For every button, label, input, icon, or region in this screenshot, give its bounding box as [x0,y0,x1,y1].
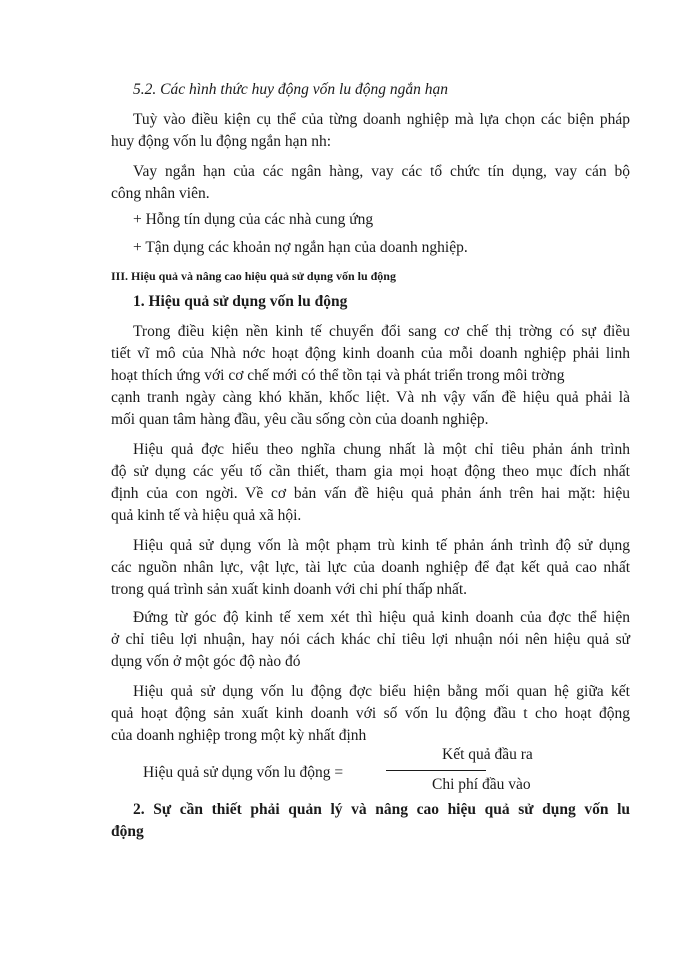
paragraph-line: Trong điều kiện nền kinh tế chuyển đổi sang cơ chế thị trờng có sự điều [133,323,630,340]
paragraph-line: hoạt thích ứng với cơ chế mới có thể tồn tại và phát triển trong môi trờng [111,367,565,384]
paragraph-line: Hiệu quả đợc hiểu theo nghĩa chung nhất là một chỉ tiêu phản ánh trình [133,441,630,458]
list-item: + Hỗng tín dụng của các nhà cung ứng [133,211,374,228]
paragraph-line: Tuỳ vào điều kiện cụ thể của từng doanh nghiệp mà lựa chọn các biện pháp [133,111,630,128]
paragraph-line: cạnh tranh ngày càng khó khăn, khốc liệt. Và nh vậy vấn đề hiệu quả phải là [111,389,630,406]
paragraph-line: dụng vốn ở một góc độ nào đó [111,653,301,670]
paragraph-line: trong quá trình sản xuất kinh doanh với chi phí thấp nhất. [111,581,468,598]
section-5-2-title: 5.2. Các hình thức huy động vốn lu động ngắn hạn [133,81,448,98]
formula-denominator: Chi phí đầu vào [432,776,531,793]
paragraph-line: định của con ngời. Về cơ bản vấn đề hiệu quả phản ánh trên hai mặt: hiệu [111,485,630,502]
paragraph-line: Đứng từ góc độ kinh tế xem xét thì hiệu quả kinh doanh của đợc thể hiện [133,609,630,626]
fraction-bar [386,770,486,771]
paragraph-line: tiết vĩ mô của Nhà nớc hoạt động kinh doanh của mỗi doanh nghiệp phải linh [111,345,630,362]
paragraph-line: Vay ngắn hạn của các ngân hàng, vay các tổ chức tín dụng, vay cán bộ [133,163,630,180]
list-item: + Tận dụng các khoản nợ ngắn hạn của doanh nghiệp. [133,239,468,256]
paragraph-line: mối quan tâm hàng đầu, yêu cầu sống còn của doanh nghiệp. [111,411,489,428]
paragraph-line: quả kinh tế và hiệu quả xã hội. [111,507,302,524]
section-1-title: 1. Hiệu quả sử dụng vốn lu động [133,293,348,310]
paragraph-line: của doanh nghiệp trong một kỳ nhất định [111,727,367,744]
paragraph-line: quả hoạt động sản xuất kinh doanh với số vốn lu động đầu t cho hoạt động [111,705,630,722]
formula-lhs: Hiệu quả sử dụng vốn lu động = [143,764,344,781]
paragraph-line: công nhân viên. [111,185,210,202]
paragraph-line: Hiệu quả sử dụng vốn lu động đợc biểu hiện bằng mối quan hệ giữa kết [133,683,630,700]
paragraph-line: huy động vốn lu động ngắn hạn nh: [111,133,331,150]
section-3-title: III. Hiệu quả và nâng cao hiệu quả sử dụng vốn lu động [111,269,396,283]
section-2-title: 2. Sự cần thiết phải quản lý và nâng cao hiệu quả sử dụng vốn lu [133,801,630,818]
formula-numerator: Kết quả đầu ra [442,746,533,763]
paragraph-line: các nguồn nhân lực, vật lực, tài lực của doanh nghiệp để đạt kết quả cao nhất [111,559,630,576]
paragraph-line: Hiệu quả sử dụng vốn là một phạm trù kinh tế phản ánh trình độ sử dụng [133,537,630,554]
paragraph-line: độ sử dụng các yếu tố cần thiết, tham gia mọi hoạt động theo mục đích nhất [111,463,630,480]
paragraph-line: ở chỉ tiêu lợi nhuận, hay nói cách khác chỉ tiêu lợi nhuận nói nên hiệu quả sử [111,631,630,648]
section-2-title-cont: động [111,823,144,840]
